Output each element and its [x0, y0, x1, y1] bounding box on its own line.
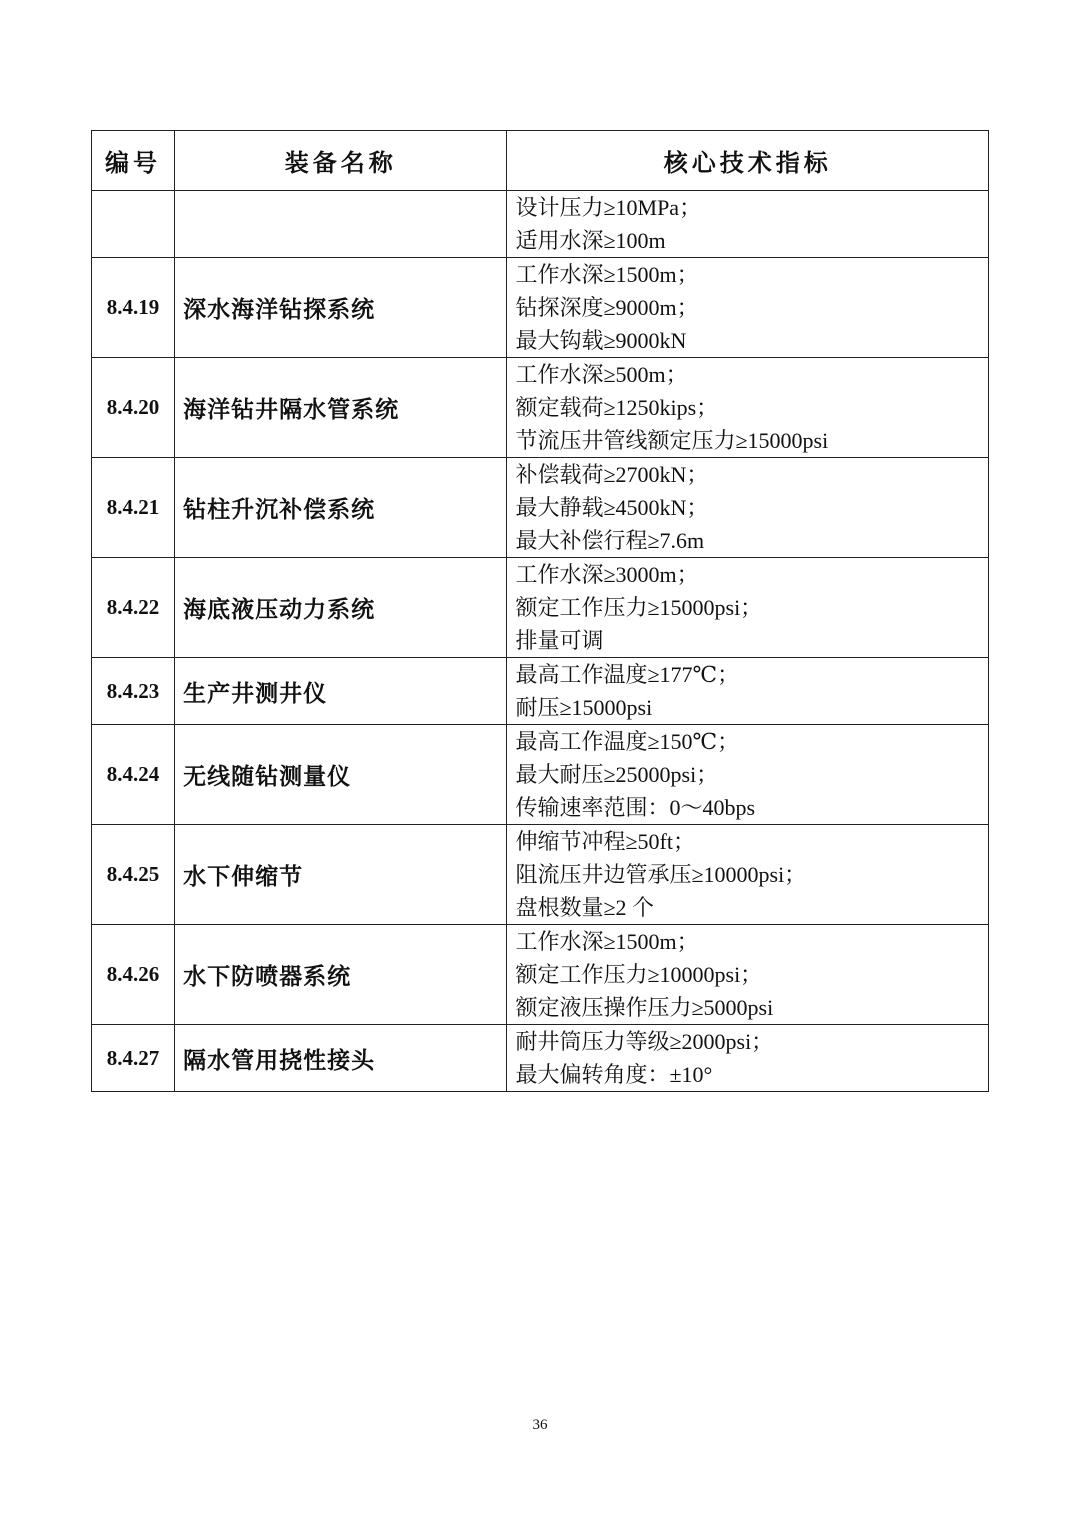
- core-spec-cell: [507, 1025, 989, 1092]
- spec-line: 排量可调: [515, 628, 604, 653]
- header-name: 装备名称: [175, 131, 507, 191]
- core-spec-cell: [507, 925, 989, 1025]
- equipment-number: 8.4.26: [92, 925, 175, 1025]
- equipment-number: 8.4.21: [92, 458, 175, 558]
- spec-line: 最大耐压≥25000psi；: [515, 762, 719, 787]
- spec-line: 最高工作温度≥150℃；: [515, 729, 740, 754]
- equipment-name: 生产井测井仪: [175, 658, 507, 725]
- equipment-name: 海底液压动力系统: [175, 558, 507, 658]
- core-spec-cell: [507, 825, 989, 925]
- spec-line: 额定工作压力≥15000psi；: [515, 595, 763, 620]
- spec-line: 阻流压井边管承压≥10000psi；: [515, 862, 807, 887]
- core-spec-cell: [507, 258, 989, 358]
- spec-line: 节流压井管线额定压力≥15000psi: [515, 428, 829, 453]
- table-row: [92, 558, 989, 658]
- core-spec-cell: [507, 725, 989, 825]
- equipment-name: 隔水管用挠性接头: [175, 1025, 507, 1092]
- spec-line: 补偿载荷≥2700kN；: [515, 462, 709, 487]
- equipment-name: 钻柱升沉补偿系统: [175, 458, 507, 558]
- equipment-table: [91, 130, 989, 1092]
- table-row: [92, 825, 989, 925]
- equipment-number: 8.4.20: [92, 358, 175, 458]
- equipment-number: 8.4.25: [92, 825, 175, 925]
- table-body: [92, 191, 989, 1092]
- spec-line: 最大钩载≥9000kN: [515, 328, 687, 353]
- equipment-name: 无线随钻测量仪: [175, 725, 507, 825]
- core-spec-cell: [507, 658, 989, 725]
- header-number: 编号: [92, 131, 175, 191]
- spec-line: 最高工作温度≥177℃；: [515, 662, 740, 687]
- equipment-name: 深水海洋钻探系统: [175, 258, 507, 358]
- spec-line: 耐井筒压力等级≥2000psi；: [515, 1029, 774, 1054]
- equipment-name: 水下伸缩节: [175, 825, 507, 925]
- equipment-name: 水下防喷器系统: [175, 925, 507, 1025]
- spec-line: 最大偏转角度：±10°: [515, 1062, 713, 1087]
- table-row: [92, 925, 989, 1025]
- table-row: [92, 725, 989, 825]
- equipment-number: 8.4.24: [92, 725, 175, 825]
- spec-line: 最大静载≥4500kN；: [515, 495, 709, 520]
- spec-line: 最大补偿行程≥7.6m: [515, 528, 705, 553]
- table-header-row: [92, 131, 989, 191]
- equipment-number: 8.4.23: [92, 658, 175, 725]
- spec-line: 工作水深≥1500m；: [515, 262, 699, 287]
- spec-line: 设计压力≥10MPa；: [515, 195, 702, 220]
- core-spec-cell: [507, 558, 989, 658]
- table-row: [92, 1025, 989, 1092]
- spec-line: 传输速率范围：0～40bps: [515, 795, 755, 820]
- spec-line: 额定载荷≥1250kips；: [515, 395, 719, 420]
- table-row: [92, 258, 989, 358]
- table-row: [92, 358, 989, 458]
- spec-line: 伸缩节冲程≥50ft；: [515, 829, 695, 854]
- spec-line: 适用水深≥100m: [515, 228, 666, 253]
- page-number: 36: [532, 1417, 548, 1433]
- header-spec: 核心技术指标: [507, 131, 989, 191]
- spec-line: 工作水深≥3000m；: [515, 562, 699, 587]
- equipment-name: 海洋钻井隔水管系统: [175, 358, 507, 458]
- equipment-number: 8.4.27: [92, 1025, 175, 1092]
- core-spec-cell: [507, 458, 989, 558]
- equipment-name: [175, 191, 507, 258]
- spec-line: 额定液压操作压力≥5000psi: [515, 995, 774, 1020]
- core-spec-cell: [507, 358, 989, 458]
- spec-line: 额定工作压力≥10000psi；: [515, 962, 763, 987]
- equipment-number: [92, 191, 175, 258]
- equipment-number: 8.4.22: [92, 558, 175, 658]
- table-row: [92, 658, 989, 725]
- spec-line: 工作水深≥500m；: [515, 362, 688, 387]
- table-row: [92, 458, 989, 558]
- spec-line: 盘根数量≥2 个: [515, 895, 655, 920]
- core-spec-cell: [507, 191, 989, 258]
- spec-line: 工作水深≥1500m；: [515, 929, 699, 954]
- spec-line: 钻探深度≥9000m；: [515, 295, 699, 320]
- table-row: [92, 191, 989, 258]
- equipment-number: 8.4.19: [92, 258, 175, 358]
- spec-line: 耐压≥15000psi: [515, 695, 653, 720]
